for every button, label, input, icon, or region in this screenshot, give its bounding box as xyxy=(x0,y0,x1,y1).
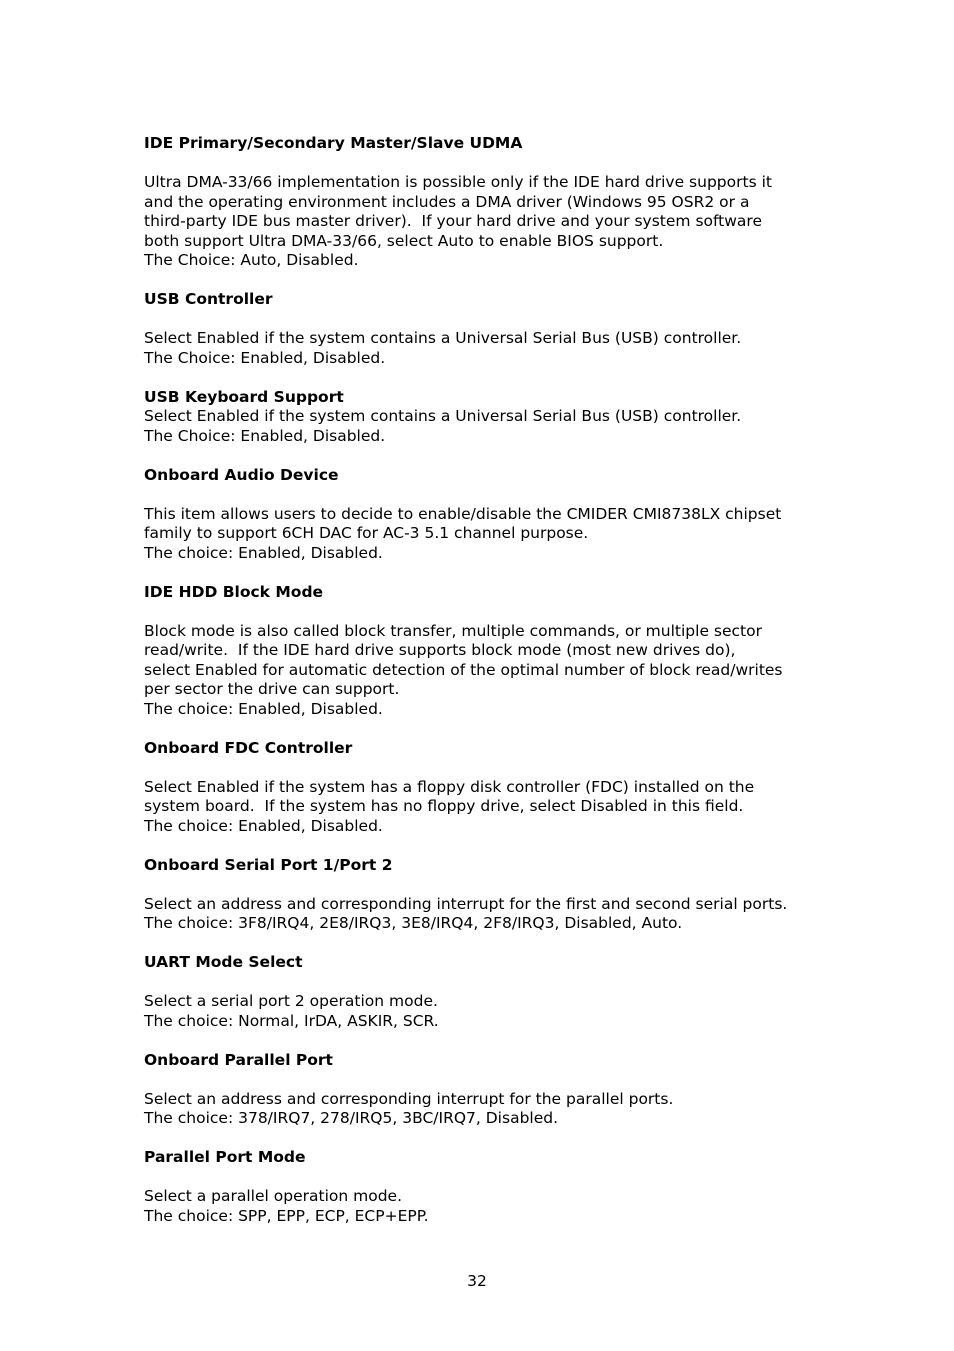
bios-setting-section xyxy=(144,856,824,934)
spacer xyxy=(144,310,824,330)
description-line: Select a serial port 2 operation mode. xyxy=(144,992,438,1010)
description-line: The choice: 378/IRQ7, 278/IRQ5, 3BC/IRQ7, Disabled. xyxy=(144,1109,559,1127)
section-spacer xyxy=(144,1031,824,1051)
description-line: This item allows users to decide to enable/disable the CMIDER CMI8738LX chipset xyxy=(144,504,782,523)
description-line: system board. If the system has no floppy drive, select Disabled in this field. xyxy=(144,797,744,815)
description-line: Select a parallel operation mode. xyxy=(144,1187,402,1205)
section-heading: USB Keyboard Support xyxy=(144,387,344,406)
description-line: The choice: Normal, IrDA, ASKIR, SCR. xyxy=(144,1011,439,1030)
description-line: The choice: SPP, EPP, ECP, ECP+EPP. xyxy=(144,1206,429,1225)
section-heading: Onboard FDC Controller xyxy=(144,738,353,757)
section-spacer xyxy=(144,271,824,291)
description-line: third-party IDE bus master driver). If your hard drive and your system software xyxy=(144,212,763,230)
description-line: family to support 6CH DAC for AC-3 5.1 channel purpose. xyxy=(144,524,589,542)
manual-page-body xyxy=(144,134,824,1226)
spacer xyxy=(144,758,824,778)
description-line: read/write. If the IDE hard drive supports block mode (most new drives do), xyxy=(144,641,736,659)
section-heading: USB Controller xyxy=(144,290,273,308)
description-line: The Choice: Enabled, Disabled. xyxy=(144,426,386,445)
page-number: 32 xyxy=(467,1272,487,1290)
spacer xyxy=(144,485,824,505)
section-spacer xyxy=(144,1129,824,1149)
bios-setting-section xyxy=(144,134,824,271)
description-line: The choice: Enabled, Disabled. xyxy=(144,816,383,835)
bios-setting-section xyxy=(144,739,824,837)
description-line: The choice: 3F8/IRQ4, 2E8/IRQ3, 3E8/IRQ4, 2F8/IRQ3, Disabled, Auto. xyxy=(144,914,683,932)
description-line: and the operating environment includes a DMA driver (Windows 95 OSR2 or a xyxy=(144,192,750,211)
description-line: Select an address and corresponding interrupt for the parallel ports. xyxy=(144,1089,674,1108)
section-heading: UART Mode Select xyxy=(144,953,303,971)
section-spacer xyxy=(144,934,824,954)
description-line: The Choice: Enabled, Disabled. xyxy=(144,348,386,367)
spacer xyxy=(144,875,824,895)
section-heading: Onboard Audio Device xyxy=(144,465,339,484)
bios-setting-section xyxy=(144,290,824,368)
description-line: The choice: Enabled, Disabled. xyxy=(144,543,383,562)
section-heading: IDE HDD Block Mode xyxy=(144,582,324,601)
description-line: Ultra DMA-33/66 implementation is possible only if the IDE hard drive supports it xyxy=(144,173,772,191)
bios-setting-section xyxy=(144,583,824,720)
description-line: Select an address and corresponding interrupt for the first and second serial ports. xyxy=(144,894,788,913)
bios-setting-section xyxy=(144,1148,824,1226)
section-heading: Parallel Port Mode xyxy=(144,1148,306,1166)
description-line: Block mode is also called block transfer, multiple commands, or multiple sector xyxy=(144,621,762,640)
bios-setting-section xyxy=(144,953,824,1031)
spacer xyxy=(144,1070,824,1090)
section-spacer xyxy=(144,836,824,856)
description-line: Select Enabled if the system has a floppy disk controller (FDC) installed on the xyxy=(144,777,755,796)
bios-setting-section xyxy=(144,388,824,447)
description-line: Select Enabled if the system contains a Universal Serial Bus (USB) controller. xyxy=(144,407,742,425)
description-line: The Choice: Auto, Disabled. xyxy=(144,251,359,269)
description-line: per sector the drive can support. xyxy=(144,680,400,698)
description-line: select Enabled for automatic detection of the optimal number of block read/writes xyxy=(144,660,783,679)
bios-setting-section xyxy=(144,466,824,564)
section-heading: Onboard Serial Port 1/Port 2 xyxy=(144,855,393,874)
section-spacer xyxy=(144,446,824,466)
bios-setting-section xyxy=(144,1051,824,1129)
spacer xyxy=(144,602,824,622)
section-spacer xyxy=(144,368,824,388)
spacer xyxy=(144,1168,824,1188)
spacer xyxy=(144,154,824,174)
description-line: both support Ultra DMA-33/66, select Auto to enable BIOS support. xyxy=(144,231,664,250)
section-spacer xyxy=(144,719,824,739)
section-spacer xyxy=(144,563,824,583)
description-line: The choice: Enabled, Disabled. xyxy=(144,699,383,718)
section-heading: Onboard Parallel Port xyxy=(144,1050,333,1069)
section-heading: IDE Primary/Secondary Master/Slave UDMA xyxy=(144,134,523,152)
description-line: Select Enabled if the system contains a Universal Serial Bus (USB) controller. xyxy=(144,329,742,347)
spacer xyxy=(144,973,824,993)
